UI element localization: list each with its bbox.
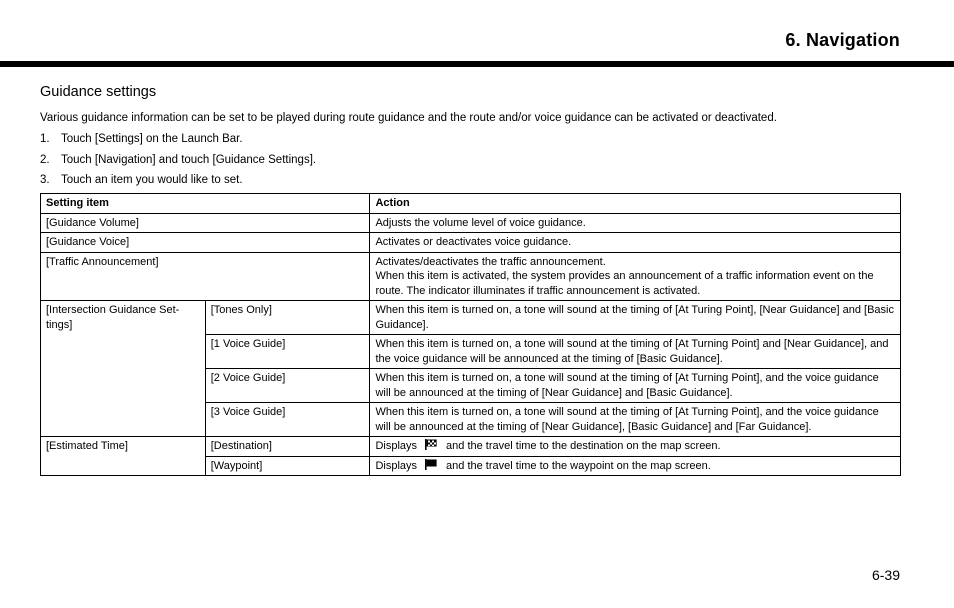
setting-item-cell: [Guidance Volume] — [41, 213, 370, 233]
sub-item-cell: [Tones Only] — [205, 301, 370, 335]
step-item — [40, 153, 316, 174]
step-number: 1. — [40, 133, 50, 145]
sub-item-cell: [Waypoint] — [205, 456, 370, 476]
step-item — [40, 173, 316, 194]
action-line: Activates/deactivates the traffic announcement. — [375, 255, 606, 268]
table-row — [41, 301, 901, 335]
sub-item-cell: [1 Voice Guide] — [205, 335, 370, 369]
steps-list — [40, 132, 316, 194]
action-cell: When this item is turned on, a tone will sound at the timing of [At Turning Point], and the voice guidance will be announced at the timing of [Near Guidance], [Basic Guidance] and [Far Guidance]. — [370, 403, 901, 437]
waypoint-flag-icon — [425, 459, 437, 470]
step-item — [40, 132, 316, 153]
action-cell — [370, 437, 901, 457]
step-text: Touch [Navigation] and touch [Guidance Settings]. — [61, 153, 317, 166]
action-cell: When this item is turned on, a tone will sound at the timing of [At Turing Point], [Near Guidance] and [Basic Guidance]. — [370, 301, 901, 335]
destination-flag-icon — [425, 439, 437, 450]
intro-paragraph: Various guidance information can be set to be played during route guidance and the route and/or voice guidance can be activated or deactivated. — [40, 112, 777, 124]
sub-item-cell: [3 Voice Guide] — [205, 403, 370, 437]
step-number: 3. — [40, 174, 50, 186]
setting-item-cell: [Estimated Time] — [41, 437, 206, 476]
sub-item-cell: [Destination] — [205, 437, 370, 457]
header-action: Action — [370, 194, 901, 214]
action-line: When this item is activated, the system provides an announcement of a traffic information event on the route. The indicator illuminates if traffic announcement is activated. — [375, 270, 874, 297]
table-row — [41, 437, 901, 457]
guidance-settings-table — [40, 193, 901, 476]
action-text: and the travel time to the waypoint on the map screen. — [446, 459, 711, 472]
setting-item-cell: [Guidance Voice] — [41, 233, 370, 253]
chapter-rule — [0, 61, 954, 67]
action-text: Displays — [375, 459, 418, 472]
chapter-title: 6. Navigation — [785, 30, 900, 50]
table-header-row — [41, 194, 901, 214]
action-cell — [370, 252, 901, 301]
section-heading: Guidance settings — [40, 84, 157, 100]
setting-item-cell: [Intersection Guidance Set-tings] — [41, 301, 206, 437]
step-text: Touch an item you would like to set. — [61, 174, 243, 186]
action-cell: Activates or deactivates voice guidance. — [370, 233, 901, 253]
setting-item-cell: [Traffic Announcement] — [41, 252, 370, 301]
table-row — [41, 252, 901, 301]
table-row — [41, 213, 901, 233]
header-setting-item: Setting item — [41, 194, 370, 214]
action-cell: When this item is turned on, a tone will sound at the timing of [At Turning Point] and [Near Guidance], and the voice guidance will be announced at the timing of [Basic Guidance]. — [370, 335, 901, 369]
action-text: Displays — [375, 440, 418, 452]
step-number: 2. — [40, 153, 50, 166]
step-text: Touch [Settings] on the Launch Bar. — [61, 133, 243, 145]
action-cell: Adjusts the volume level of voice guidance. — [370, 213, 901, 233]
action-text: and the travel time to the destination on the map screen. — [446, 440, 721, 452]
page-number: 6-39 — [871, 567, 900, 583]
action-cell — [370, 456, 901, 476]
table-row — [41, 233, 901, 253]
action-cell: When this item is turned on, a tone will sound at the timing of [At Turning Point], and the voice guidance will be announced at the timing of [Near Guidance] and [Basic Guidance]. — [370, 369, 901, 403]
sub-item-cell: [2 Voice Guide] — [205, 369, 370, 403]
